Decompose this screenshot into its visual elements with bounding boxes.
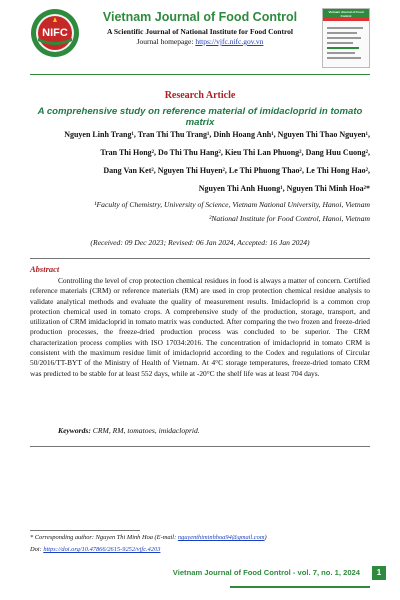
affiliation-2: ²National Institute for Food Control, Hanoi, Vietnam — [209, 214, 370, 223]
author-line: Dang Van Ket², Nguyen Thi Huyen², Le Thi Phuong Thao², Le Thi Hong Hao², — [103, 166, 370, 175]
footer-journal-volume: Vietnam Journal of Food Control - vol. 7, no. 1, 2024 — [172, 568, 360, 577]
keywords-label: Keywords: — [58, 426, 91, 435]
doi-link[interactable]: https://doi.org/10.47866/2615-9252/vjfc.4203 — [43, 546, 161, 553]
abstract-text: Controlling the level of crop protection chemical residues in food is always a matter of concern. Certified reference materials (CRM) or reference materials (RM) are used in crop protection chemical residue analysis to validate analytical methods and evaluate the quality of measurement results. Imidacloprid is a common crop protection chemical used in tomato crops. A comprehensive study of the production, storage, transport, and utilization of CRM imidacloprid in tomato matrix was conducted. After comparing the two frozen and freeze-dried production processes, the freeze-dried production process was concluded to be superior. The CRM characterization process complies with ISO 17034:2016. The concentration of imidacloprid in tomato CRM is consistent with the maximum residue limit of imidacloprid according to the Codex and regulations of Circular 50/2016/TT-BYT of the Ministry of Health of Vietnam. At 4°C storage temperatures, freeze-dried tomato CRM was predicted to be stable for at least 552 days, while at -20°C the shelf life was at least 704 days. — [30, 276, 370, 378]
cover-band-red — [323, 18, 369, 21]
author-line: Nguyen Linh Trang¹, Tran Thi Thu Trang¹, Dinh Hoang Anh¹, Nguyen Thi Thao Nguyen¹, — [64, 130, 370, 139]
doi-prefix: Doi: — [30, 546, 44, 553]
journal-cover-thumbnail — [322, 8, 370, 68]
corresponding-suffix: ) — [264, 534, 267, 541]
cover-line — [327, 57, 361, 59]
cover-line — [327, 42, 353, 44]
cover-line — [327, 32, 357, 34]
footnote-divider — [30, 530, 140, 531]
journal-header — [30, 8, 370, 74]
doi-note — [30, 546, 370, 553]
author-line: Tran Thi Hong², Do Thi Thu Hang², Kieu Thi Lan Phuong², Dang Huu Cuong², — [100, 148, 370, 157]
cover-line — [327, 27, 363, 29]
keywords-value: CRM, RM, tomatoes, imidacloprid. — [90, 426, 200, 435]
author-line: Nguyen Thi Anh Huong¹, Nguyen Thi Minh Hoa²* — [198, 184, 370, 193]
cover-title: Vietnam Journal of Food Control — [328, 10, 364, 18]
journal-homepage — [88, 37, 312, 46]
corresponding-author-note — [30, 534, 370, 541]
journal-subtitle: A Scientific Journal of National Institute for Food Control — [107, 27, 293, 36]
article-title: A comprehensive study on reference material of imidacloprid in tomato matrix — [37, 106, 363, 128]
article-type: Research Article — [164, 90, 236, 101]
author-list — [30, 126, 370, 198]
corresponding-prefix: * Corresponding author: Nguyen Thi Minh Hoa (E-mail: — [30, 534, 178, 541]
cover-line — [327, 47, 359, 49]
affiliation-1: ¹Faculty of Chemistry, University of Science, Vietnam National University, Hanoi, Vietnam — [94, 200, 370, 209]
cover-line — [327, 37, 361, 39]
corresponding-email-link[interactable]: nguyenthiminhhoa94@gmail.com — [177, 534, 265, 541]
journal-title: Vietnam Journal of Food Control — [102, 10, 298, 24]
abstract-bottom-divider — [30, 446, 370, 447]
abstract-label: Abstract — [30, 264, 60, 274]
page-number: 1 — [372, 566, 386, 580]
keywords — [58, 426, 200, 435]
cover-line — [327, 52, 355, 54]
article-dates: (Received: 09 Dec 2023; Revised: 06 Jan 2024, Accepted: 16 Jan 2024) — [90, 238, 310, 247]
homepage-link[interactable]: https://vjfc.nifc.gov.vn — [195, 37, 264, 46]
footer-divider — [230, 586, 370, 588]
homepage-label: Journal homepage: — [136, 37, 196, 46]
header-divider — [30, 74, 370, 75]
abstract-top-divider — [30, 258, 370, 259]
logo-text: NIFC — [42, 27, 68, 39]
nifc-logo-icon — [30, 8, 80, 58]
